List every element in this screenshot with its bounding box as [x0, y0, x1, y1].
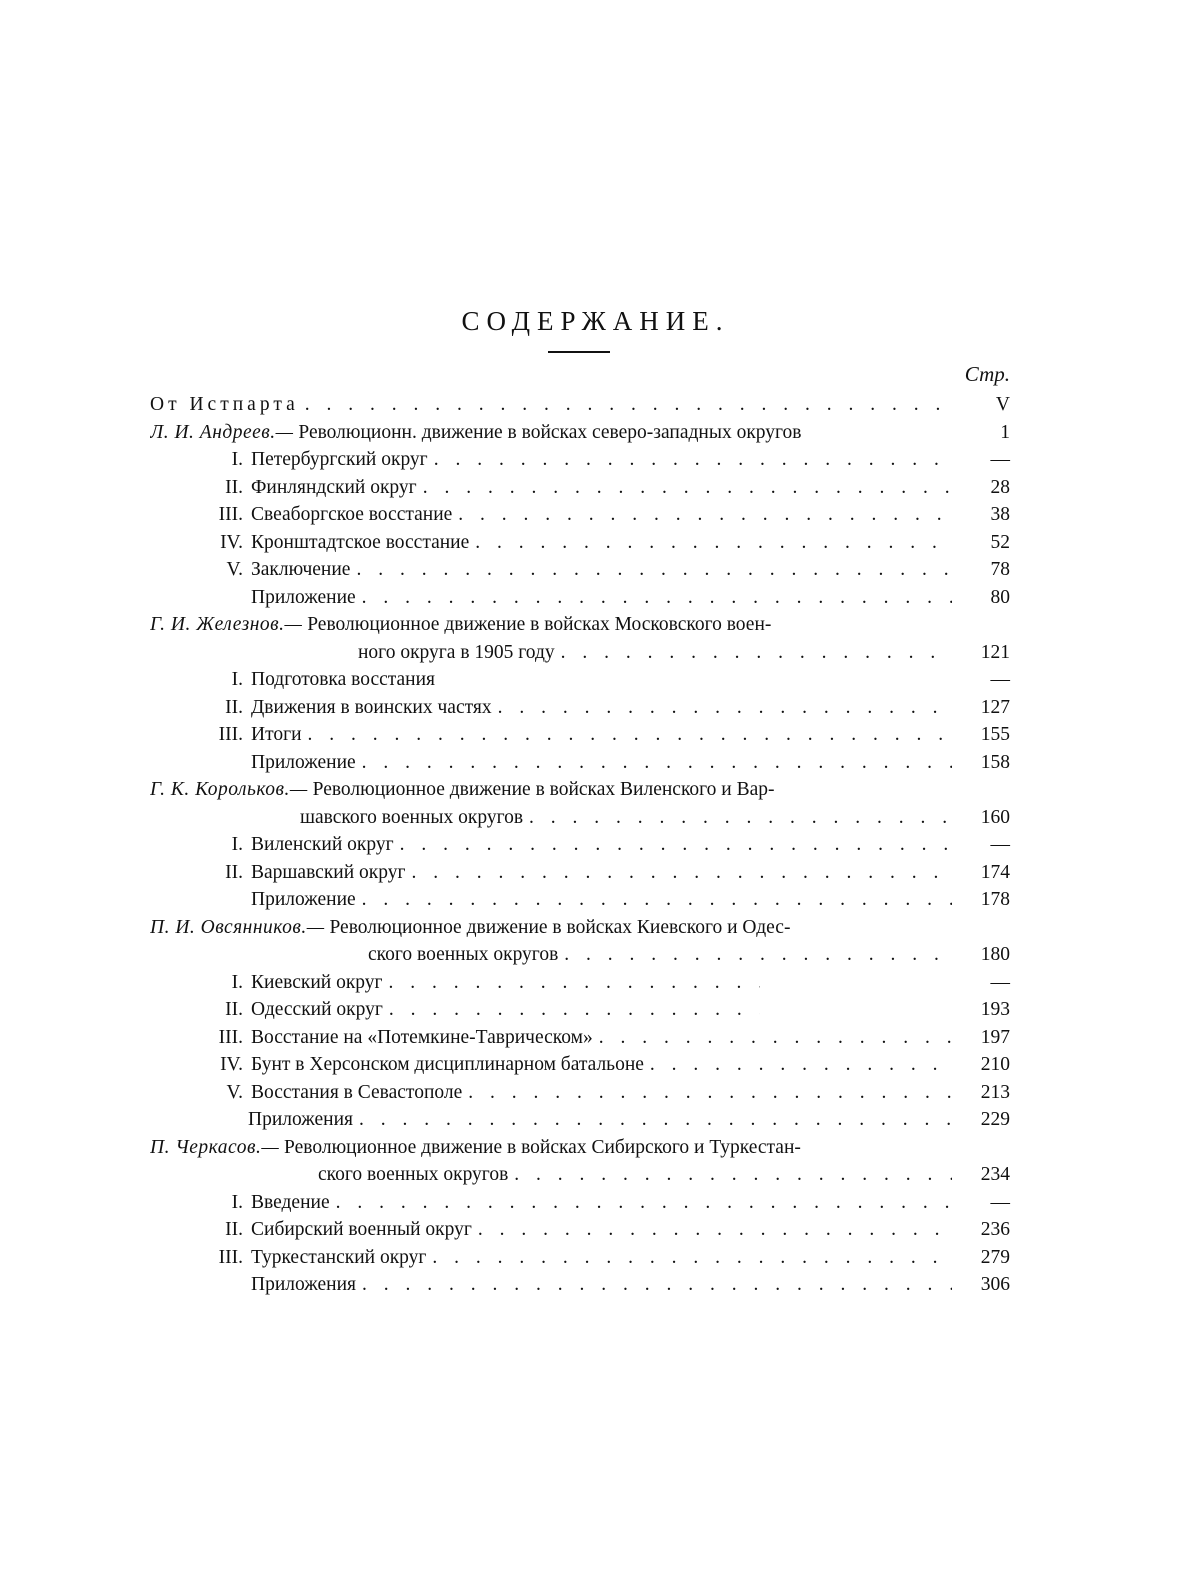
leader-dots [353, 1106, 952, 1134]
toc-entry-number: I. [231, 971, 243, 993]
toc-entry[interactable] [150, 886, 1010, 914]
toc-entry[interactable] [150, 941, 1010, 969]
toc-entry-page: 210 [980, 1054, 1010, 1075]
toc-entry-title: От Истпарта [150, 394, 299, 415]
toc-entry[interactable] [150, 969, 1010, 997]
toc-entry-number: II. [225, 999, 243, 1020]
page-column-label: Стр. [964, 362, 1010, 386]
toc-entry-title: Итоги [251, 724, 302, 745]
toc-entry-page: 1 [1000, 421, 1010, 443]
toc-entry[interactable] [150, 804, 1010, 832]
toc-entry-number: II. [225, 861, 243, 883]
toc-entry-number: III. [218, 504, 243, 525]
leader-dots [330, 1189, 952, 1217]
toc-entry-title: Революционн. движение в войсках северо-западных округов [298, 421, 802, 443]
toc-entry-page: V [995, 394, 1010, 415]
toc-entry[interactable] [150, 556, 1010, 584]
toc-entry-number: III. [218, 724, 243, 745]
toc-entry-number: IV. [220, 1054, 243, 1075]
toc-entry-title: Одесский округ [251, 999, 383, 1020]
toc-entry[interactable] [150, 639, 1010, 667]
toc-entry[interactable] [150, 859, 1010, 887]
toc-entry[interactable] [150, 419, 1010, 447]
toc-entry-number: I. [231, 834, 243, 855]
toc-entry-page: 78 [990, 559, 1010, 580]
toc-entry-title: Приложения [251, 1274, 356, 1295]
table-of-contents [150, 391, 1010, 1299]
leader-dots [472, 1216, 952, 1244]
toc-entry-title: Введение [251, 1191, 330, 1213]
toc-entry[interactable] [150, 611, 1010, 639]
toc-entry-title: Подготовка восстания [251, 669, 436, 690]
toc-entry[interactable] [150, 1079, 1010, 1107]
toc-entry-number: I. [231, 669, 243, 690]
toc-entry-page: — [990, 1191, 1010, 1213]
toc-entry-title: Приложение [251, 889, 356, 910]
toc-entry-title: Петербургский округ [251, 449, 428, 470]
toc-entry-title: Варшавский округ [251, 861, 406, 883]
leader-dots [523, 804, 952, 832]
toc-entry[interactable] [150, 1216, 1010, 1244]
toc-entry-page: 234 [980, 1164, 1010, 1185]
toc-entry-title: Революционное движение в войсках Киевского и Одес- [329, 916, 791, 938]
toc-entry[interactable] [150, 694, 1010, 722]
toc-entry-title: Финляндский округ [251, 476, 417, 498]
toc-entry-title: Приложение [251, 586, 356, 608]
toc-entry-page: 38 [990, 504, 1010, 525]
toc-entry[interactable] [150, 1244, 1010, 1272]
leader-dots [356, 886, 952, 914]
toc-entry-page: 127 [980, 696, 1010, 718]
leader-dots [462, 1079, 952, 1107]
toc-entry-author: Г. К. Корольков.— [150, 779, 308, 800]
leader-dots [508, 1161, 952, 1189]
toc-entry-page: — [990, 449, 1010, 470]
toc-entry-title: Сибирский военный округ [251, 1219, 472, 1240]
toc-entry-title: Революционное движение в войсках Московского воен- [307, 614, 772, 635]
toc-entry-title: шавского военных округов [300, 806, 524, 828]
toc-entry-page: 213 [980, 1081, 1010, 1103]
leader-dots [383, 996, 760, 1024]
leader-dots [350, 556, 952, 584]
toc-entry-title: ского военных округов [318, 1164, 509, 1185]
leader-dots [356, 584, 952, 612]
toc-entry[interactable] [150, 1161, 1010, 1189]
toc-entry-number: I. [231, 449, 243, 470]
toc-entry[interactable] [150, 914, 1010, 942]
toc-entry-page: 180 [980, 944, 1010, 965]
toc-entry-page: 160 [980, 806, 1010, 828]
toc-entry-title: Приложения [248, 1109, 353, 1130]
toc-entry-author: Г. И. Железнов.— [150, 614, 303, 635]
leader-dots [644, 1051, 952, 1079]
title-divider [548, 351, 610, 353]
toc-entry[interactable] [150, 666, 1010, 694]
toc-entry-title: ного округа в 1905 году [358, 641, 555, 663]
toc-entry-page: 158 [980, 751, 1010, 773]
toc-entry-author: П. И. Овсянников.— [150, 916, 325, 938]
toc-entry-title: Восстание на «Потемкине-Таврическом» [251, 1026, 593, 1048]
page-title: СОДЕРЖАНИЕ. [461, 306, 730, 337]
toc-entry-page: 236 [980, 1219, 1010, 1240]
toc-entry-title: ского военных округов [368, 944, 559, 965]
toc-entry-title: Кронштадтское восстание [251, 531, 470, 553]
toc-entry-title: Приложение [251, 751, 356, 773]
toc-entry[interactable] [150, 1106, 1010, 1134]
toc-entry-number: IV. [220, 531, 243, 553]
leader-dots [302, 721, 952, 749]
leader-dots [593, 1024, 952, 1052]
toc-entry[interactable] [150, 776, 1010, 804]
leader-dots [555, 639, 952, 667]
leader-dots [356, 749, 952, 777]
leader-dots [469, 529, 952, 557]
toc-entry-title: Движения в воинских частях [251, 696, 492, 718]
toc-entry-page: 279 [980, 1246, 1010, 1268]
toc-entry[interactable] [150, 1189, 1010, 1217]
toc-entry[interactable] [150, 1134, 1010, 1162]
leader-dots [406, 859, 952, 887]
toc-entry[interactable] [150, 1271, 1010, 1299]
toc-entry-title: Заключение [251, 559, 351, 580]
leader-dots [383, 969, 760, 997]
toc-entry-author: Л. И. Андреев.— [150, 421, 294, 443]
toc-entry-page: 178 [980, 889, 1010, 910]
toc-entry-number: II. [225, 1219, 243, 1240]
toc-entry[interactable] [150, 996, 1010, 1024]
toc-entry-number: II. [225, 476, 243, 498]
toc-entry-page: — [990, 971, 1010, 993]
toc-entry[interactable] [150, 391, 1010, 419]
toc-entry-number: II. [225, 696, 243, 718]
leader-dots [299, 391, 952, 419]
toc-entry-number: III. [218, 1026, 243, 1048]
leader-dots [452, 501, 952, 529]
toc-entry[interactable] [150, 831, 1010, 859]
toc-entry-page: 80 [990, 586, 1010, 608]
toc-entry-number: III. [218, 1246, 243, 1268]
toc-entry-page: — [990, 669, 1010, 690]
toc-entry-page: 28 [990, 476, 1010, 498]
toc-entry-title: Туркестанский округ [251, 1246, 427, 1268]
toc-entry-page: 121 [980, 641, 1010, 663]
toc-entry[interactable] [150, 446, 1010, 474]
toc-entry-page: 155 [980, 724, 1010, 745]
toc-entry-title: Свеаборгское восстание [251, 504, 453, 525]
toc-entry-title: Бунт в Херсонском дисциплинарном батальоне [251, 1054, 644, 1075]
toc-entry-page: — [990, 834, 1010, 855]
toc-entry-page: 52 [990, 531, 1010, 553]
toc-entry[interactable] [150, 474, 1010, 502]
toc-entry[interactable] [150, 529, 1010, 557]
leader-dots [558, 941, 952, 969]
leader-dots [426, 1244, 952, 1272]
toc-entry-title: Виленский округ [251, 834, 394, 855]
toc-entry[interactable] [150, 1024, 1010, 1052]
toc-entry[interactable] [150, 721, 1010, 749]
toc-entry-title: Восстания в Севастополе [251, 1081, 463, 1103]
leader-dots [428, 446, 952, 474]
toc-entry-title: Революционное движение в войсках Виленского и Вар- [312, 779, 775, 800]
toc-entry[interactable] [150, 584, 1010, 612]
toc-entry-page: 174 [980, 861, 1010, 883]
toc-entry[interactable] [150, 501, 1010, 529]
toc-entry-author: П. Черкасов.— [150, 1136, 280, 1158]
toc-entry-number: V. [226, 1081, 243, 1103]
toc-entry[interactable] [150, 749, 1010, 777]
toc-entry-number: I. [231, 1191, 243, 1213]
toc-entry[interactable] [150, 1051, 1010, 1079]
leader-dots [356, 1271, 952, 1299]
toc-entry-page: 229 [980, 1109, 1010, 1130]
toc-entry-number: V. [226, 559, 243, 580]
toc-entry-page: 193 [980, 999, 1010, 1020]
leader-dots [417, 474, 952, 502]
toc-entry-page: 197 [980, 1026, 1010, 1048]
leader-dots [394, 831, 952, 859]
toc-entry-page: 306 [980, 1274, 1010, 1295]
toc-entry-title: Киевский округ [251, 971, 383, 993]
toc-entry-title: Революционное движение в войсках Сибирского и Туркестан- [284, 1136, 801, 1158]
leader-dots [492, 694, 952, 722]
